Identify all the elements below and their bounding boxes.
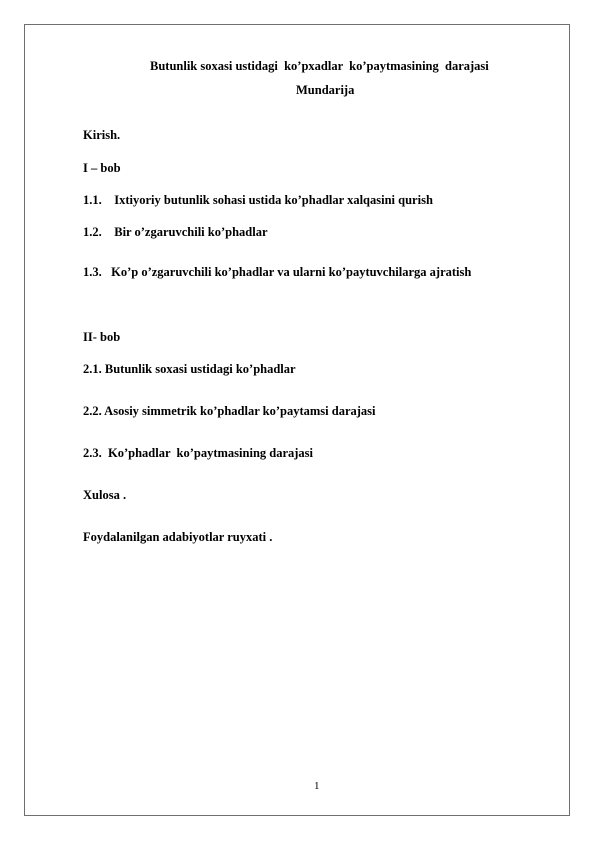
page-number: 1 (314, 780, 320, 792)
toc-item-1-3: 1.3. Ko’p o’zgaruvchili ko’phadlar va ularni ko’paytuvchilarga ajratish (83, 265, 472, 279)
toc-item-references: Foydalanilgan adabiyotlar ruyxati . (83, 530, 273, 544)
toc-item-2-1: 2.1. Butunlik soxasi ustidagi ko’phadlar (83, 362, 296, 376)
toc-item-chapter-2: II- bob (83, 330, 121, 344)
toc-heading: Mundarija (296, 83, 355, 97)
document-title: Butunlik soxasi ustidagi ko’pxadlar ko’paytmasining darajasi (150, 59, 489, 73)
toc-item-1-2: 1.2. Bir o’zgaruvchili ko’phadlar (83, 225, 268, 239)
toc-item-conclusion: Xulosa . (83, 488, 127, 502)
page-border (24, 24, 570, 816)
toc-item-2-2: 2.2. Asosiy simmetrik ko’phadlar ko’paytamsi darajasi (83, 404, 376, 418)
toc-item-1-1: 1.1. Ixtiyoriy butunlik sohasi ustida ko’phadlar xalqasini qurish (83, 193, 433, 207)
toc-item-chapter-1: I – bob (83, 161, 121, 175)
toc-item-2-3: 2.3. Ko’phadlar ko’paytmasining darajasi (83, 446, 314, 460)
toc-item-introduction: Kirish. (83, 128, 121, 142)
